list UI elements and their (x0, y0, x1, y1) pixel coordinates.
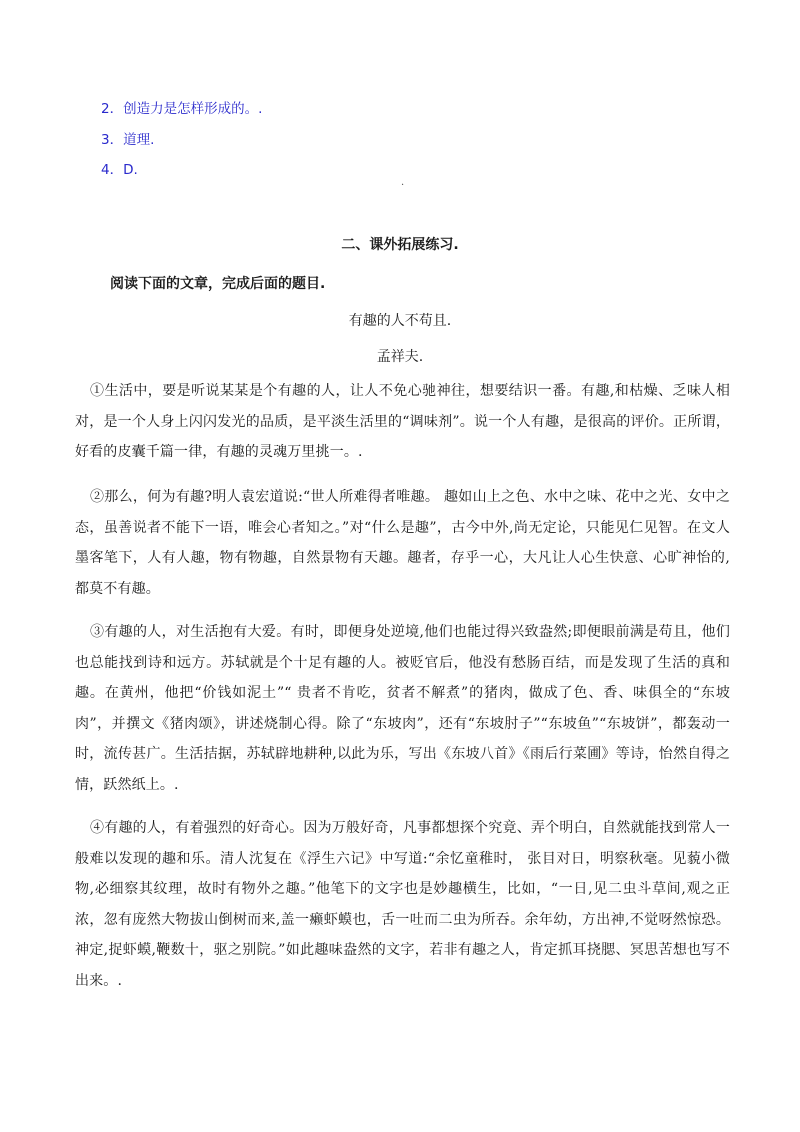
section-heading: 二、课外拓展练习. (341, 237, 459, 253)
answer-item-3: 3．道理. (101, 132, 155, 148)
reading-instruction: 阅读下面的文章，完成后面的题目. (110, 276, 326, 292)
article-paragraph-3: ③有趣的人，对生活抱有大爱。有时，即便身处逆境,他们也能过得兴致盎然;即便眼前满是苟且，他们也总能找到诗和远方。苏轼就是个十足有趣的人。被贬官后，他没有愁肠百结，而是发现了生活的真和趣。在黄州，他把“价钱如泥土”“ 贵者不肯吃，贫者不解煮”的猪肉，做成了色、香、味俱全的“东坡肉”，并撰文《猪肉颂》，讲述烧制心得。除了“东坡肉”，还有“东坡肘子”“东坡鱼”“东坡饼”，都轰动一时，流传甚广。生活拮据，苏轼辟地耕种,以此为乐，写出《东坡八首》《雨后行菜圃》等诗，怡然自得之情，跃然纸上。. (75, 624, 730, 793)
article-paragraph-2: ②那么，何为有趣?明人袁宏道说:“世人所难得者唯趣。 趣如山上之色、水中之味、花中之光、女中之态，虽善说者不能下一语，唯会心者知之。”对“什么是趣”，古今中外,尚无定论，只能见仁见智。在文人墨客笔下，人有人趣，物有物趣，自然景物有天趣。趣者，存乎一心，大凡让人心生快意、心旷神怡的,都莫不有趣。 (75, 489, 730, 597)
article-paragraph-4: ④有趣的人，有着强烈的好奇心。因为万般好奇，凡事都想探个究竟、弄个明白，自然就能找到常人一般难以发现的趣和乐。清人沈复在《浮生六记》中写道:“余忆童稚时， 张目对日，明察秋毫。见藐小微物,必细察其纹理，故时有物外之趣。”他笔下的文字也是妙趣横生，比如，“一日,见二虫斗草间,观之正浓，忽有庞然大物拔山倒树而来,盖一癞虾蟆也，舌一吐而二虫为所吞。余年幼，方出神,不觉呀然惊恐。神定,捉虾蟆,鞭数十，驱之别院。”如此趣味盎然的文字，若非有趣之人，肯定抓耳挠腮、冥思苦想也写不出来。. (75, 820, 730, 989)
stray-mark: · (401, 180, 405, 191)
article-title: 有趣的人不苟且. (348, 313, 452, 329)
answer-item-2: 2．创造力是怎样形成的。. (101, 101, 263, 117)
article-paragraph-1: ①生活中，要是听说某某是个有趣的人，让人不免心驰神往，想要结识一番。有趣,和枯燥、乏味人相对，是一个人身上闪闪发光的品质，是平淡生活里的“调味剂”。说一个人有趣，是很高的评价。正所谓，好看的皮囊千篇一律，有趣的灵魂万里挑一。. (75, 383, 730, 460)
answer-item-4: 4．D. (101, 162, 138, 178)
article-author: 孟祥夫. (376, 349, 424, 365)
